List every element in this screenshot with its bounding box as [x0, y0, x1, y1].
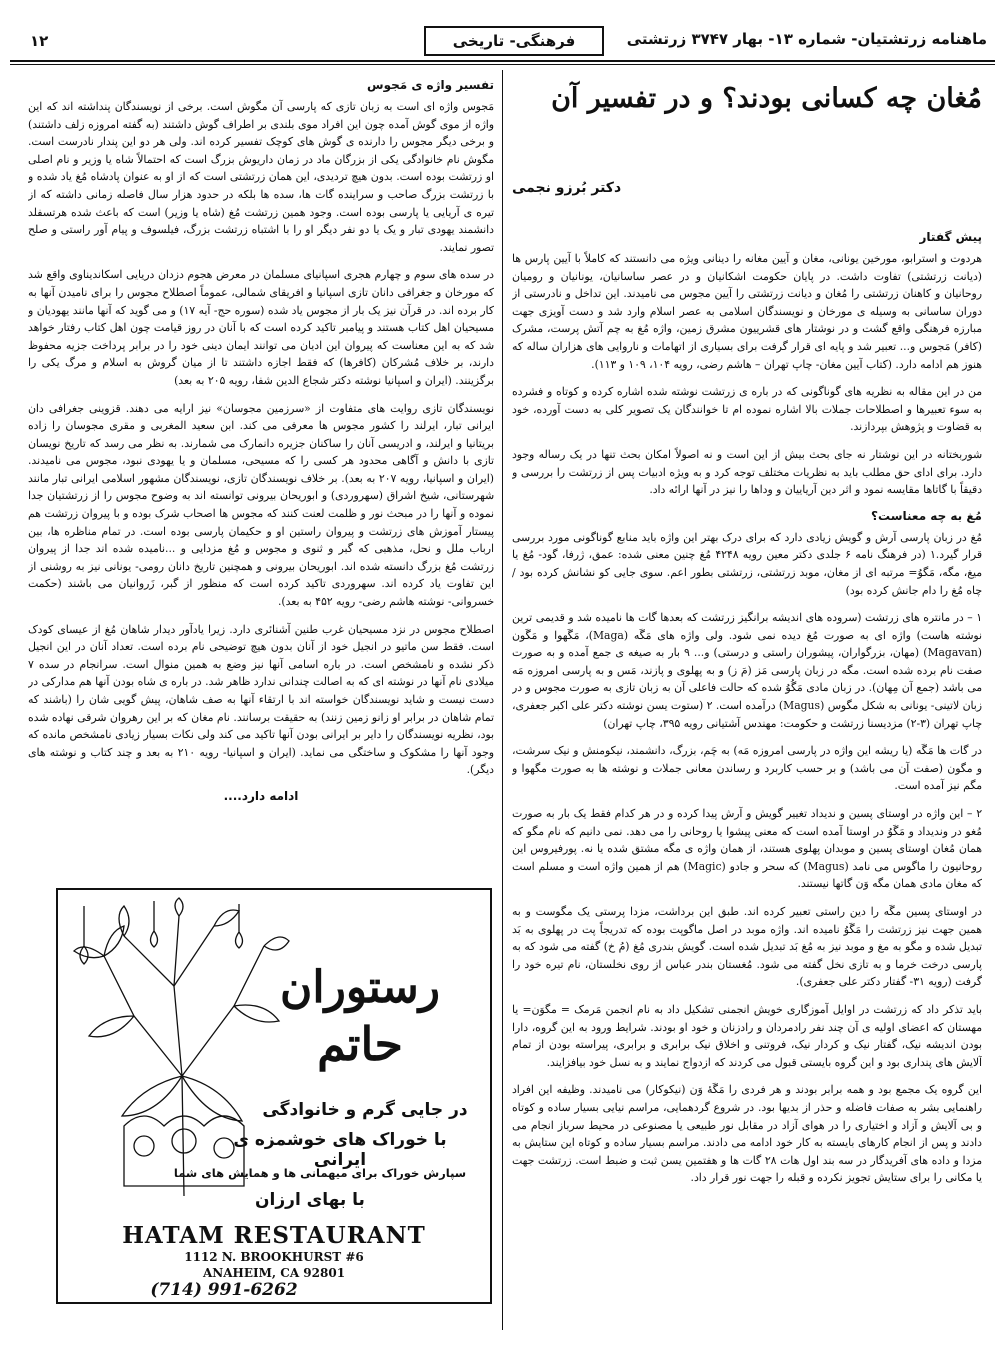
ad-address-line: 1112 N. BROOKHURST #6 — [184, 1250, 364, 1264]
meaning-paragraph: ۲ – این واژه در اوستای پسین و ندیداد تغییر گویش و آرش پیدا کرده و در هر کدام فقط یک بار به صورت مُغو در وندیداد و مَگَوُ در اوستا آمده است که معنی پیشوا یا روحانی را می دهد. نمی دانیم که نام مگو که همان مُغان اوستای پسین و موبدان پهلوی هستند، از همان واژه ی مگه مشتق شده یا نه. پورفیروس این روحانیون را ماگوس می نامد (Magus) که سحر و جادو (Magic) هم از همین واژه است و مسلم است که مغان مادی همان مگه وَن گاتها نیستند. — [512, 807, 982, 891]
ad-english-name: HATAM RESTAURANT — [122, 1222, 426, 1249]
ad-restaurant-word: رستوران — [280, 962, 440, 1013]
column-divider — [502, 70, 503, 1330]
ad-tagline: سپارش خوراک برای میهمانی ها و همایش های شما — [173, 1166, 467, 1180]
interp-heading: تفسیر واژه ی مَجوس — [367, 78, 494, 92]
intro-paragraph: من در این مقاله به نظریه های گوناگونی که در باره ی زرتشت نوشته شده اشاره کرده و کوتاه و فشرده به سوء تعبیرها و اصطلاحات جملات بالا اشاره نموده ام تا خوانندگان یک تصویر کلی به دست آورده، خود به قضاوت و پژوهش بپردازند. — [512, 385, 982, 434]
interp-paragraph: مَجوس واژه ای است به زبان تازی که پارسی آن مگوش است. برخی از نویسندگان پنداشته اند که این واژه از موی گوش آمده چون این افراد موی بلندی بر اطراف گوش داشتند (به گفته امروزه زلف داشتند) و برخی دیگر مجوس را دارنده ی گوش های کوچک تفسیر کرده اند. ولی هر دو این پندار نادرست است. مگوش نام خانوادگی یکی از بزرگان ماد در زمان داریوش بزرگ است که احتمالاً شاه یا وزیر و نام اصلی او زرتشت بوده است. بدون هیچ تردیدی، این همان زرتشتی است که از او به عنوان پادشاه مُغ یاد شده و با زرتشت بزرگ صاحب و سراینده گات ها، سده ها بلکه در حدود هزار سال فاصله زمانی داشته که از تیره ی آریایی یا پارسی بوده است. وجود همین زرتشت مُغ (شاه یا وزیر) است که باعث شده هرتسفلد دانشمند یهودی تبار و یک یا دو نفر دیگر او را با اشتباه زرتشت بزرگ، فیلسوف و پیام آور راستی و صلح تصور نمایند. — [28, 100, 494, 254]
article-title: مُغان چه کسانی بودند؟ و در تفسیر آن — [551, 83, 982, 114]
ad-tagline: در جایی گرم و خانوادگی — [262, 1100, 468, 1120]
page-number: ۱۲ — [30, 32, 49, 50]
ad-restaurant-name: حاتم — [317, 1017, 403, 1071]
intro-heading: پیش گفتار — [919, 230, 982, 244]
ad-tagline: با خوراک های خوشمزه ی ایرانی — [233, 1130, 447, 1170]
meaning-paragraph: این گروه یک مجمع بود و همه برابر بودند و هر فردی را مَگَهٔ وَن (نیکوکار) می نامیدند. وظیفه این افراد راهنمایی بشر به صفات فاضله و حذر از بدیها بود. در شروع گردهمایی، مراسم نیایی بسیار ساده و کوتاه و بی آلایش و آزاد و اختیاری را در هوای آزاد در مقابل نور طبیعی یا مصنوعی در محیط سرباز انجام می دادند و پس از انجام کارهای بایسته به کار خود ادامه می دادند. مراسم بسیار ساده و کوتاه این ستایش به مزدا و داده های آفریدگار در سه بند اول هات ۲۸ گات ها و هفتمین یسن ثبت و ضبط است. زرتشت جهت یا مکانی را برای ستایش تجویز نکرده و قبله را جهت نور قرار داد. — [512, 1083, 982, 1185]
publication-title: ماهنامه زرتشتیان- شماره ۱۳- بهار ۳۷۴۷ زرتشتی — [626, 30, 987, 48]
page-header — [10, 22, 995, 56]
right-column — [512, 70, 982, 1332]
restaurant-ad — [56, 888, 492, 1304]
meaning-paragraph: ۱ – در مانتره های زرتشت (سروده های اندیشه برانگیز زرتشت که بعدها گات ها نامیده شد و قدیمی ترین نوشته هاست) واژه ای به صورت مُغ دیده نمی شود. ولی واژه های مَگَه (Maga)، مَگَهوا و مَگَون (Magavan) (مهان، بزرگواران، پیشوران راستی و درستی) و... ۹ بار به صیغه ی جمع آمده و به صورت صفت نام برده شده است. مگه در زبان پارسی مَز (مَ ز) و به پهلوی و پازند، مَس و به پارسی امروزه مَه می باشد (جمع آن مِهان). در زبان مادی مَگُوُ شده که حالت فاعلی آن به زبان تازی به صورت مجوس و در زبان لاتینی- یونانی به شکل مگوس (Magus) درآمده است. ۲ (ستوت یسن نوشته دکتر علی اکبر جعفری، چاپ تهران (۳-۲) مزدیسنا زرتشت و حکومت: مهندس آشتیانی رویه ۳۹۵، چاپ تهران) — [512, 611, 982, 730]
intro-paragraph: شوربختانه در این نوشتار نه جای بحث بیش از این است و نه اصولاً امکان بحث تنها در یک رساله وجود دارد. برای ادای حق مطلب باید به نظریات مختلف توجه کرد و به ویژه ادبیات پس از زرتشت را بررسی و دقیقاً با گاتاها مقایسه نمود و اثر دین آریاییان و وداها را نیز در آنها ارائه داد. — [512, 447, 982, 497]
ad-address-line: ANAHEIM, CA 92801 — [202, 1266, 346, 1280]
ad-phone: (714) 991-6262 — [150, 1280, 298, 1300]
article-author: دکتر بُرزو نجمی — [512, 180, 622, 196]
meaning-paragraph: مُغ در زبان پارسی آرش و گویش زیادی دارد که برای درک بهتر این واژه باید منابع گوناگونی مورد بررسی قرار گیرد.۱ (در فرهنگ نامه ۶ جلدی دکتر معین رویه ۴۲۴۸ مُغ چنین معنی شده: عمق، ژرفا، گود- مُغ یا میغ، مگه، مَگوُ= مرتبه ای از مغان، موبد زرتشتی، زرتشتی بطور اعم. سوی جایی کو نشانش کرده بود / چاه مُغ را دام جانش کرده بود) — [512, 530, 982, 597]
meaning-paragraph: باید تذکر داد که زرتشت در اوایل آموزگاری خویش انجمنی تشکیل داد به نام انجمن مَرمک = مگوَن= یا مهستان که اعضای اولیه ی آن چند نفر رادمردان و رادزنان و خود او بودند. شرایط ورود به این گروه، دارا بودن اندیشه نیک، گفتار نیک و کردار نیک، فروتنی و اخلاق نیک برابری و برابری، پیراسته بودن از تمام آلایش های پنداری بود و این گروه بایستی قبول می کردند که ازدواج نمایند و به نسل خود بیافزایند. — [512, 1002, 982, 1069]
header-rule-thin — [10, 64, 995, 65]
interp-paragraph: در سده های سوم و چهارم هجری اسپانیای مسلمان در معرض هجوم دزدان دریایی اسکاندیناوی واقع شد که مورخان و جغرافی دانان تازی اسپانیا و افریقای شمالی، عموماً اصطلاح مجوس را برای نامیدن آنها به کار برده اند. در قرآن نیز یک بار از مجوس یاد شده (سوره حج- آیه ۱۷) و می گوید که آنها مانند یهودیان و مسیحیان اهل کتاب هستند و پیامبر تاکید کرده است که با آنان در روز قیامت چون اهل کتاب رفتار خواهد شد که به این معناست که پیروان این ادیان می توانند ایمان دینی خود را در برابر پرداخت جزیه محفوظ دارند، بر خلاف مُشرکان (کافرها) که فقط اجازه داشتند تا از میان گروش به اسلام و مرگ یکی را برگزینند. (ایران و اسپانیا نوشته دکتر شجاع الدین شفا، رویه ۲۰۵ به بعد) — [28, 268, 494, 387]
section-label: فرهنگی- تاریخی — [424, 26, 604, 56]
meaning-paragraph: در گات ها مَگَه (یا ریشه این واژه در پارسی امروزه مَه) به چَم، بزرگ، دانشمند، نیکومنش و نیک سرشت، و مگون (صفت آن می باشد) و بر حسب کاربرد و رساندن معانی جملات و نوشته ها به صورت مگهوا و مگم نیز آمده است. — [512, 744, 982, 793]
header-rule — [10, 60, 995, 62]
intro-paragraph: هردوت و استرابو، مورخین یونانی، مغان و آیین مغانه را دینانی ویژه می دانستند که کاملاً با آیین پارس ها (دیانت زرتشتی) تفاوت داشت. در پایان حکومت اشکانیان و در عصر ساسانیان، یونانیان و رومیان روحانیان و کاهنان زرتشتی را مُغان و دیانت زرتشتی را آیین مجوس می نامیدند. این تداخل و نادرستی از دوران ساسانی به وسیله ی مورخان و نویسندگان اسلامی به عصر اسلام وارد شد و دست آویزی جهت مبارزه فرهنگی واقع گشت و در نوشتار های قشرییون مشرق زمین، واژه مُغ به چم آتش پرست، مشرک (کافر) مَجوس و... تعبیر شد و پایه ای قرار گرفت برای بسیاری از اتهامات و ناروایی های هزاران ساله که هنوز هم ادامه دارد. (کتاب آیین مغان- چاپ تهران – هاشم رضی، رویه ۱۰۴، ۱۰۹ و ۱۱۳). — [512, 252, 982, 371]
interp-paragraph: اصطلاح مجوس در نزد مسیحیان غرب طنین آشنائری دارد. زیرا یادآور دیدار شاهان مُغ از عیسای کودک است. فقط سن ماتیو در انجیل خود از آنان بدون هیچ توضیحی نام برده است. تعداد آنان در این انجیل ذکر نشده و نامشخص است. در باره اسامی آنها نیز وضع به همین منوال است. سرانجام در سده ۷ میلادی نام آنها در نوشته ای که به اصالت چندانی ندارد ظاهر شد. در باره ی شاه بودن آنها هم مدارکی در دست نیست و شاید نویسندگان خواسته اند با ارتقاء آنها به صف شاهان، پیش گویی شان را (باشند که تمام شاهان در برابر او زانو زمین زنند) به حقیقت برسانند. نام مغان که بر این رهروان شرقی نهاده شده بود، نظریه نویسندگان را دایر بر ایرانی بودن آنها تاکید می کند ولی نکات بسیار زیادی نامشخص مانده که وجود آنها را مشکوک و ساختگی می نماید. (ایران و اسپانیا- رویه ۲۱۰ به بعد و چند کتاب و نوشته های دیگر). — [28, 622, 494, 777]
ad-tagline: با بهای ارزان — [255, 1190, 365, 1210]
left-column — [28, 70, 494, 803]
meaning-paragraph: در اوستای پسین مگَه را دین راستی تعبیر کرده اند. طبق این برداشت، مزدا پرستی یک مگوست و به همین جهت نیز زرتشت را مَگَوُ نامیده اند. واژه موبد در اصل ماگوپت بوده که تدریجاً پت در پهلوی به بَد تبدیل شده و مگو به مغ و موبد نیز به مُغ بَد تبدیل شده است. گویش بندری مُغ (مُ خ) گفته می شود که به پارسی درخت خرما و به تازی نخل گفته می شود. مُغستان بندر عباس از روی نخلستان، نام تیره خود را گرفت (رویه ۳۱- گفتار دکتر علی جعفری). — [512, 905, 982, 989]
meaning-heading: مُغ به چه معناست؟ — [871, 508, 982, 523]
continued-note: ادامه دارد.... — [223, 788, 299, 803]
interp-paragraph: نویسندگان تازی روایت های متفاوت از «سرزمین مجوسان» نیز ارایه می دهند. قزوینی جغرافی دان ایرانی تبار، ایرلند را کشور مجوس ها معرفی می کند. ابن سعید المغربی و مقری مجوسان را زاده بریتانیا و ایرلند، و ادریسی آنان را ساکنان جزیره دانمارک می شمارند. به نظر می رسد که تاریخ نویسان تازی با دانش و آگاهی محدود هر کسی را که مسیحی، مسلمان و یا یهودی نبود، مجوس می نامیدند. (ایران و اسپانیا، رویه ۲۰۷ به بعد). بر خلاف نویسندگان تازی، نویسندگان مشهور اسلامی ایرانی تبار مانند شهرستانی، شیخ اشراق (سهروردی) و ابوریحان بیرونی توانسته اند به وضوح مجوس را از زرتشتیان جدا نموده و آنها را در مبحث نور و ظلمت لعنت کنند که مجوس ها اصحاب شرک بوده و با پیروان زرتشت هم پیستار آموزش های زرتشت و پیروان راستین او و حکیمان پارسی بوده است. در تمام مناظره ها، بین ارباب ملل و نحل، مذهبی که گبر و ثنوی و مجوس و مُغ مزدایی و ...نامیده شده اند جدا از پیروان زرتشت مُغ بزرگ دانسته شده اند. ابوریحان بیرونی و همچنین تاریخ دانان رومی- یونانی نیز به روشنی از این تفاوت یاد کرده اند. سهروردی تاکید کرده است که منظور از گبر، زَروانیان می باشند (حکمت خسروانی- نوشته هاشم رضی- رویه ۴۵۲ به بعد). — [28, 401, 494, 609]
